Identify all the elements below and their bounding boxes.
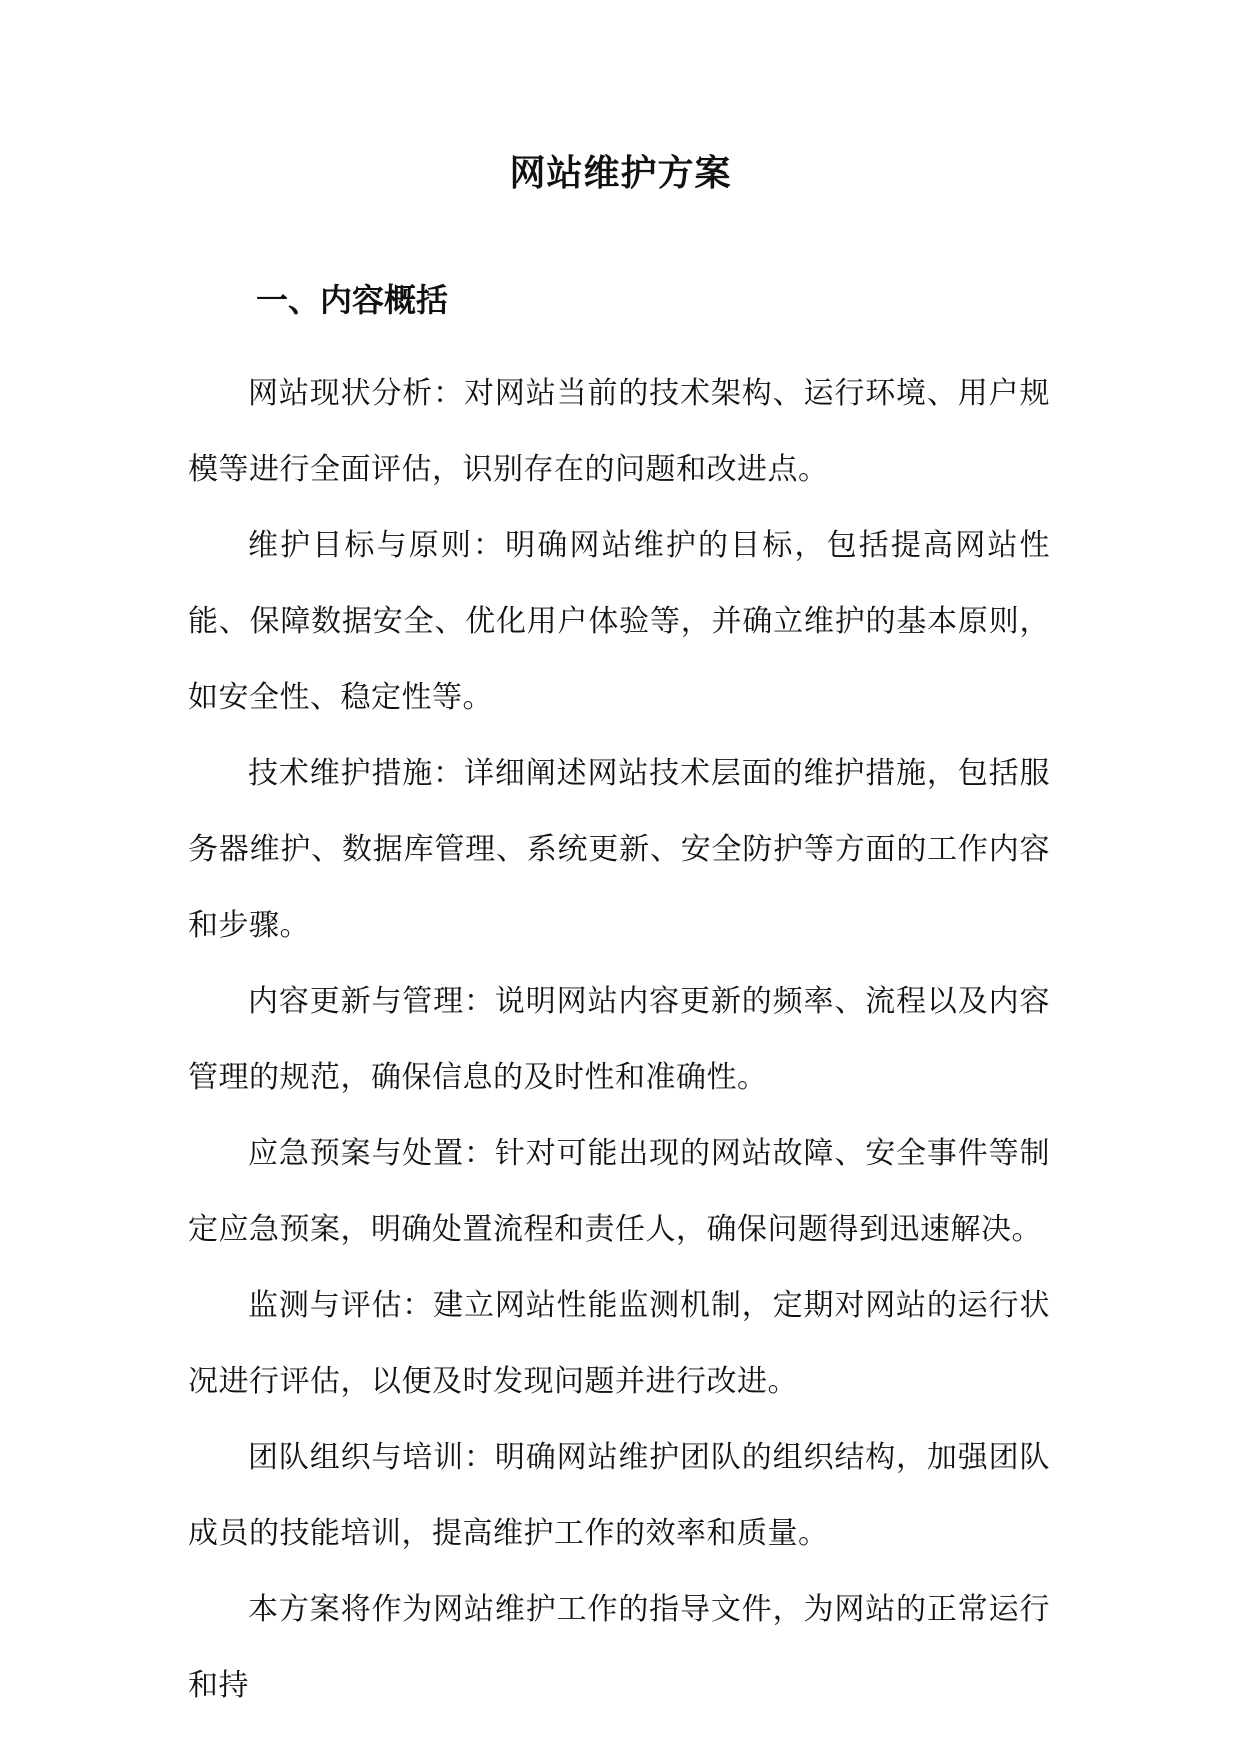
paragraph-team-training: 团队组织与培训：明确网站维护团队的组织结构，加强团队成员的技能培训，提高维护工作的效率和质量。: [188, 1440, 1050, 1551]
paragraph-conclusion: 本方案将作为网站维护工作的指导文件，为网站的正常运行和持: [188, 1592, 1050, 1703]
paragraph-monitoring: 监测与评估：建立网站性能监测机制，定期对网站的运行状况进行评估，以便及时发现问题并进行改进。: [188, 1288, 1050, 1399]
paragraph-emergency-plan: 应急预案与处置：针对可能出现的网站故障、安全事件等制定应急预案，明确处置流程和责任人，确保问题得到迅速解决。: [188, 1136, 1050, 1247]
paragraph-content-management: 内容更新与管理：说明网站内容更新的频率、流程以及内容管理的规范，确保信息的及时性和准确性。: [188, 984, 1050, 1095]
document-body: [188, 356, 1050, 1724]
section-heading: 一、内容概括: [256, 281, 449, 319]
paragraph-technical-measures: 技术维护措施：详细阐述网站技术层面的维护措施，包括服务器维护、数据库管理、系统更新、安全防护等方面的工作内容和步骤。: [188, 756, 1050, 943]
document-title: 网站维护方案: [509, 152, 732, 194]
paragraph-site-analysis: 网站现状分析：对网站当前的技术架构、运行环境、用户规模等进行全面评估，识别存在的问题和改进点。: [188, 376, 1050, 487]
paragraph-goals-principles: 维护目标与原则：明确网站维护的目标，包括提高网站性能、保障数据安全、优化用户体验等，并确立维护的基本原则，如安全性、稳定性等。: [188, 528, 1050, 715]
